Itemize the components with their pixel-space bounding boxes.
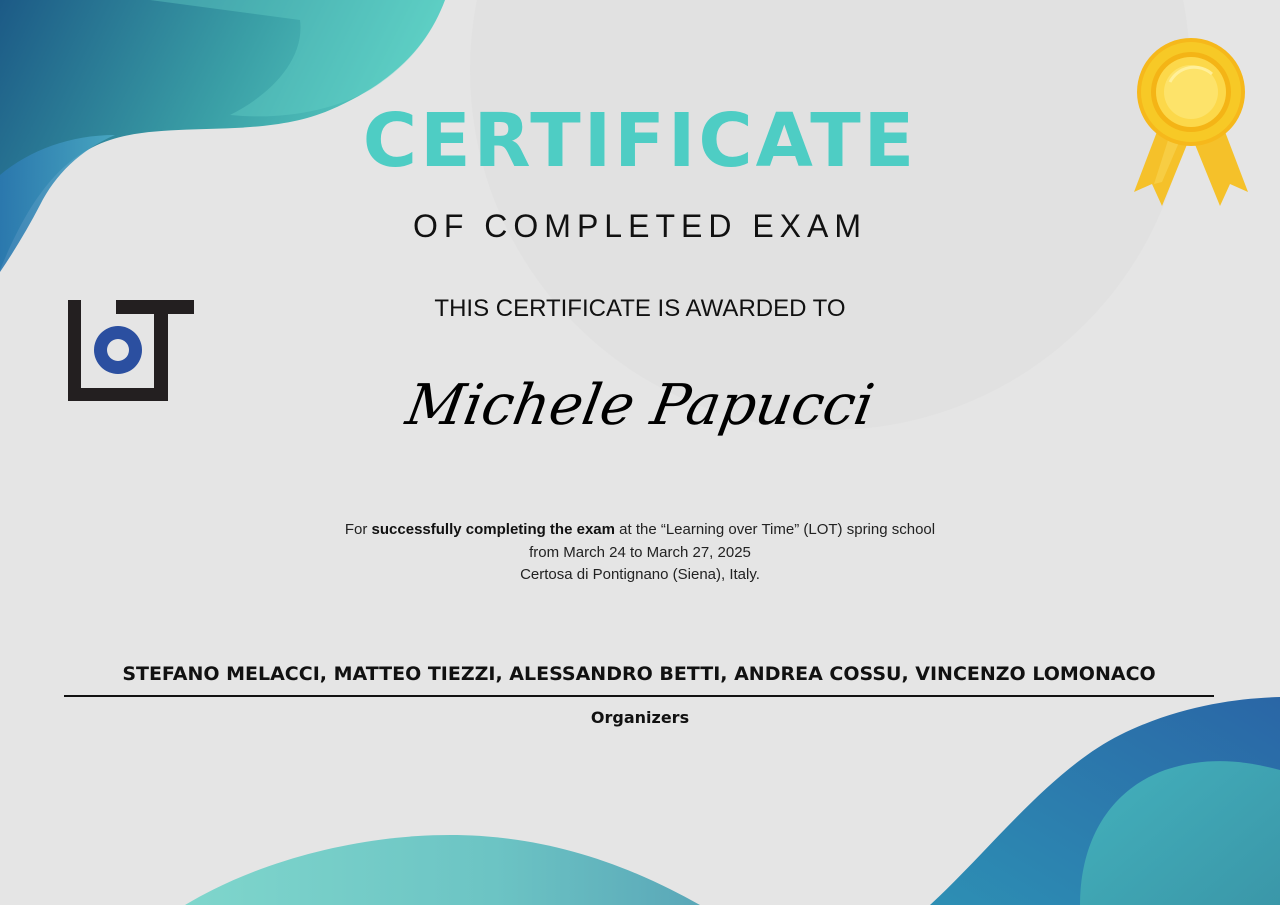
recipient-name: Michele Papucci xyxy=(401,373,879,438)
certificate-description xyxy=(0,519,1280,587)
signature-line xyxy=(64,695,1214,697)
certificate-title: CERTIFICATE xyxy=(362,98,918,184)
description-line-3: Certosa di Pontignano (Siena), Italy. xyxy=(520,566,760,583)
organizers-names: STEFANO MELACCI, MATTEO TIEZZI, ALESSANDRO BETTI, ANDREA COSSU, VINCENZO LOMONACO xyxy=(122,663,1156,685)
certificate-subtitle: OF COMPLETED EXAM xyxy=(412,208,868,244)
organizers-caption: Organizers xyxy=(590,708,690,727)
description-bold: successfully completing the exam xyxy=(371,521,615,538)
bottom-center-wave xyxy=(185,835,700,905)
awarded-to-text: THIS CERTIFICATE IS AWARDED TO xyxy=(434,295,846,322)
description-line-2: from March 24 to March 27, 2025 xyxy=(529,543,751,561)
description-line-1: For successfully completing the exam at the “Learning over Time” (LOT) spring school xyxy=(344,521,936,538)
